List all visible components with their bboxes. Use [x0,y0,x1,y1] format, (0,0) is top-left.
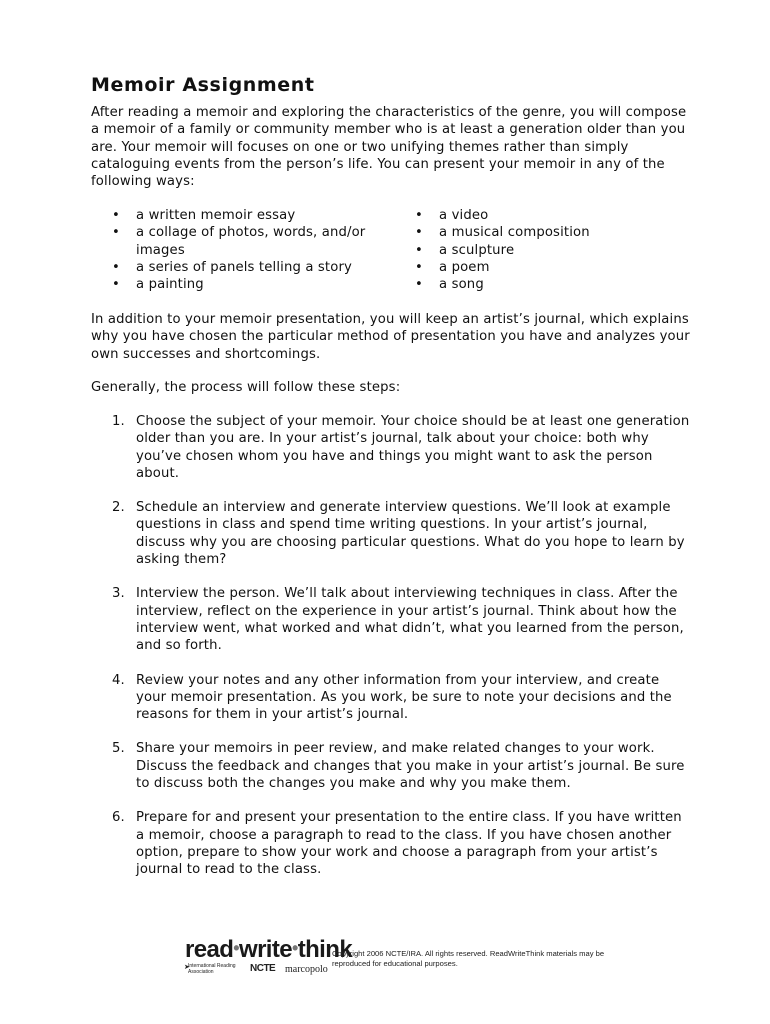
step-number: 5. [112,741,125,757]
step-text: Choose the subject of your memoir. Your choice should be at least one generation older than you are. In your artist’s journal, talk about your choice: both why you’ve chosen whom you have and things you might want to ask the person about. [136,414,690,481]
step-item [91,740,691,792]
bullet-icon: • [415,259,423,275]
step-number: 4. [112,672,125,688]
bullet-icon: • [112,259,120,275]
bullet-icon: • [415,225,423,241]
step-text: Prepare for and present your presentation to the entire class. If you have written a memoir, choose a paragraph to read to the class. If you have chosen another option, prepare to show your work and choose a paragraph from your artist’s journal to read to the class. [136,810,682,878]
list-item: • a sculpture [415,242,515,258]
step-item [91,585,691,654]
step-text: Review your notes and any other information from your interview, and create your memoir presentation. As you work, be sure to note your decisions and the reasons for them in your artist’s journal. [136,672,672,723]
step-item [91,809,691,878]
marcopolo-logo: marcopolo [285,964,328,975]
list-item: • a collage of photos, words, and/or images [112,225,366,258]
list-item: • a written memoir essay [112,208,296,223]
page-footer [185,936,605,981]
step-text: Interview the person. We’ll talk about interviewing techniques in class. After the interview, reflect on the experience in your artist’s journal. Think about how the interview went, what worked and what didn’t, what you learned from the person, and so forth. [136,586,684,654]
journal-paragraph: In addition to your memoir presentation, you will keep an artist’s journal, which explains why you have chosen the particular method of presentation you have and analyzes your own successes and shortcomings. [91,312,690,362]
list-item: • a painting [112,277,204,293]
bullet-icon: • [415,277,423,293]
list-item: • a series of panels telling a story [112,259,352,275]
step-item [91,672,691,724]
step-number: 6. [112,810,125,826]
options-right-list [415,207,665,293]
step-item [91,499,691,568]
bullet-icon: • [112,208,120,223]
process-intro: Generally, the process will follow these steps: [91,380,401,395]
readwritethink-logo: read•write•think [185,936,353,963]
step-number: 3. [112,586,125,602]
ira-logo: ➤ International Reading Association [184,963,236,975]
step-item [91,413,691,482]
presentation-options [91,207,691,297]
step-text: Schedule an interview and generate interview questions. We’ll look at example questions in class and spend time writing questions. In your artist’s journal, discuss why you are choosing particular questions. What do you hope to learn by asking them? [136,500,685,568]
intro-paragraph: After reading a memoir and exploring the characteristics of the genre, you will compose a memoir of a family or community member who is at least a generation older than you are. Your memoir will focuses on one or two unifying themes rather than simply cataloguing events from the person’s life. You can present your memoir in any of the following ways: [91,105,687,190]
bullet-icon: • [112,277,120,293]
step-number: 1. [112,414,125,429]
bullet-icon: • [415,208,423,223]
bullet-icon: • [112,225,120,241]
list-item: • a video [415,208,489,223]
steps-list [91,413,691,896]
step-text: Share your memoirs in peer review, and make related changes to your work. Discuss the feedback and changes that you make in your artist’s journal. Be sure to discuss both the changes you make and why you make them. [136,741,685,792]
step-number: 2. [112,500,125,516]
arrow-icon: ➤ [184,964,190,971]
page-title: Memoir Assignment [91,74,315,96]
list-item: • a musical composition [415,225,590,241]
bullet-icon: • [415,242,423,258]
copyright-notice: Copyright 2006 NCTE/IRA. All rights reserved. ReadWriteThink materials may be reproduced for educational purposes. [332,949,605,968]
ncte-logo: NCTE [250,963,276,974]
options-left-list [112,207,382,293]
list-item: • a poem [415,259,490,275]
list-item: • a song [415,277,484,293]
